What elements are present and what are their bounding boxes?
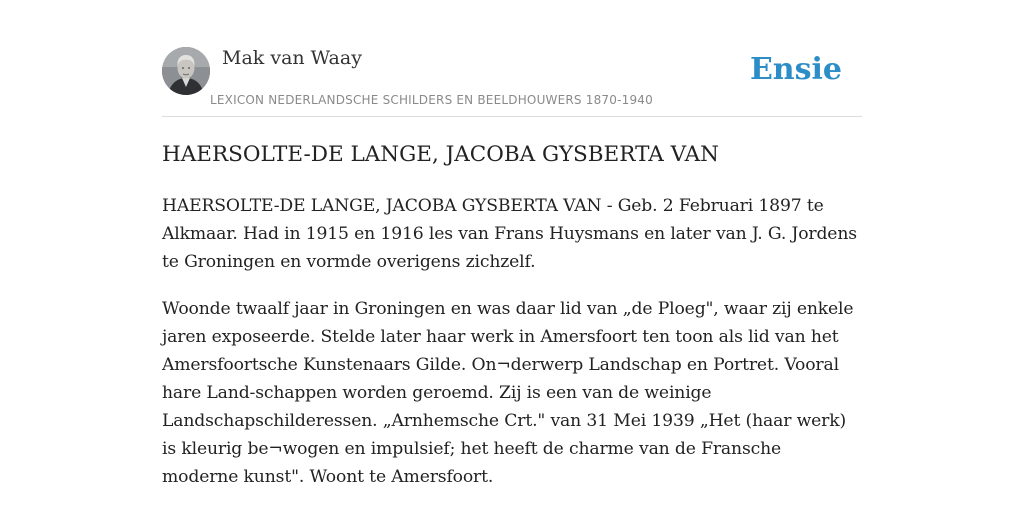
portrait-image xyxy=(162,47,210,95)
article xyxy=(162,140,862,487)
article-paragraph: HAERSOLTE-DE LANGE, JACOBA GYSBERTA VAN - Geb. 2 Februari 1897 te Alkmaar. Had in 1915 en 1916 les van Frans Huysmans en later van J. G. Jordens te Groningen en vormde overigens zichzelf. xyxy=(162,196,857,272)
header xyxy=(162,46,862,117)
article-paragraph: Woonde twaalf jaar in Groningen en was daar lid van „de Ploeg", waar zij enkele jaren exposeerde. Stelde later haar werk in Amersfoort ten toon als lid van het Amersfoortsche Kunstenaars Gilde. On¬derwerp Landschap en Portret. Vooral hare Land-schappen worden geroemd. Zij is een van de weinige Landschapschilderessen. „Arnhemsche Crt." van 31 Mei 1939 „Het (haar werk) is kleurig be¬wogen en impulsief; het heeft de charme van de Fransche moderne kunst". Woont te Amersfoort. xyxy=(162,299,854,487)
article-title: HAERSOLTE-DE LANGE, JACOBA GYSBERTA VAN xyxy=(162,142,719,167)
author-avatar[interactable] xyxy=(162,47,210,95)
brand-logo[interactable]: Ensie xyxy=(749,52,842,87)
author-name[interactable]: Mak van Waay xyxy=(222,47,362,69)
source-title[interactable]: LEXICON NEDERLANDSCHE SCHILDERS EN BEELDHOUWERS 1870-1940 xyxy=(210,93,653,107)
